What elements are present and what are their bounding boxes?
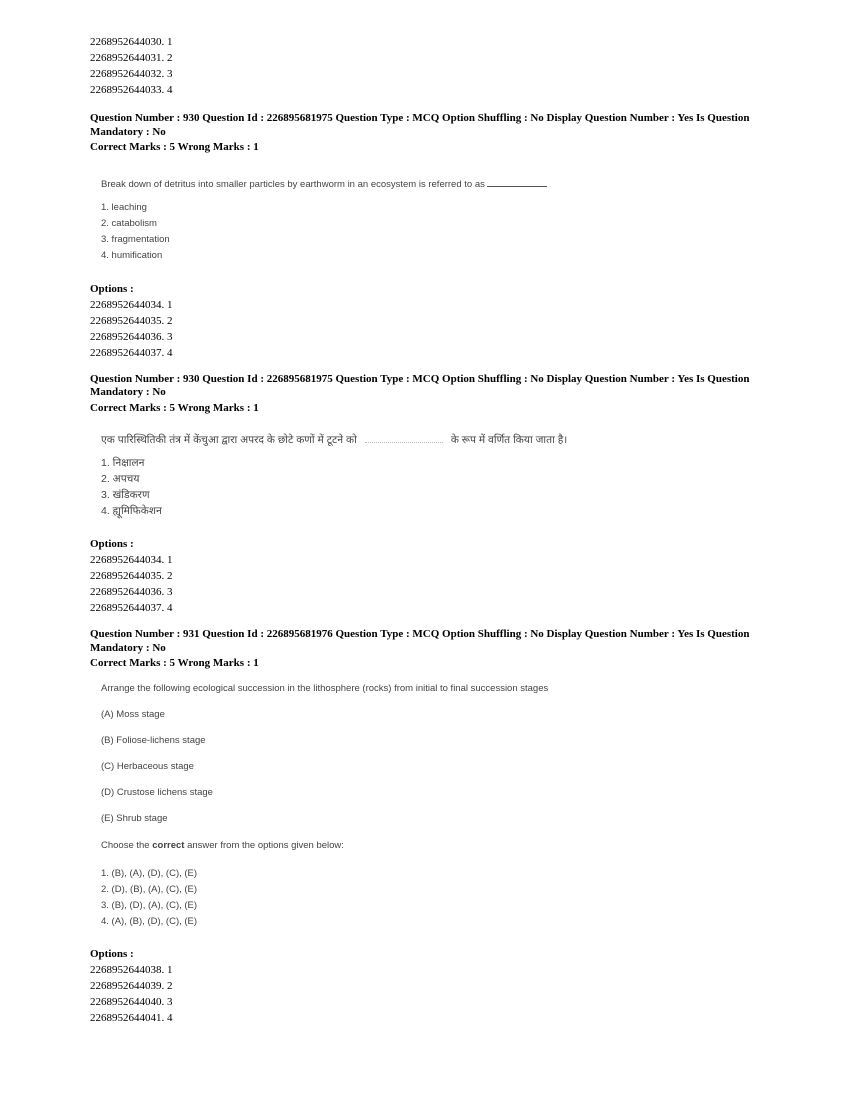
option-id-line: 2268952644036. 3 — [90, 330, 173, 343]
question-block-930-hi — [90, 373, 770, 617]
choice-item: 2. catabolism — [101, 217, 157, 229]
question-meta-line1: Question Number : 931 Question Id : 226895681976 Question Type : MCQ Option Shuffling : No Display Question Number : Yes Is Question — [90, 628, 750, 640]
choice-item: 2. अपचय — [101, 473, 140, 485]
question-meta — [90, 373, 770, 416]
answer-blank — [487, 177, 547, 187]
option-id-line: 2268952644031. 2 — [90, 52, 173, 64]
option-id-line: 2268952644032. 3 — [90, 68, 173, 80]
choice-item: 4. humification — [101, 249, 163, 261]
question-meta-line1: Question Number : 930 Question Id : 226895681975 Question Type : MCQ Option Shuffling : No Display Question Number : Yes Is Question — [90, 112, 750, 124]
answer-blank — [365, 433, 443, 443]
options-heading: Options : — [90, 282, 134, 295]
question-choices — [101, 866, 770, 930]
choice-item: 4. (A), (B), (D), (C), (E) — [101, 915, 198, 927]
question-marks: Correct Marks : 5 Wrong Marks : 1 — [90, 401, 259, 414]
question-stem: Arrange the following ecological succession in the lithosphere (rocks) from initial to final succession stages — [101, 682, 549, 694]
choice-item: 1. निक्षालन — [101, 457, 145, 469]
option-id-line: 2268952644034. 1 — [90, 298, 173, 311]
option-id-line: 2268952644037. 4 — [90, 346, 173, 359]
top-options-list — [90, 34, 770, 98]
question-marks: Correct Marks : 5 Wrong Marks : 1 — [90, 657, 259, 669]
choice-item: 3. (B), (D), (A), (C), (E) — [101, 899, 198, 911]
question-stem-text: Break down of detritus into smaller particles by earthworm in an ecosystem is referred to as — [101, 178, 485, 190]
question-paper-page — [90, 34, 770, 1026]
question-choices — [101, 455, 770, 519]
option-id-line: 2268952644033. 4 — [90, 84, 173, 96]
succession-item: (E) Shrub stage — [101, 812, 168, 824]
question-meta-line1: Question Number : 930 Question Id : 226895681975 Question Type : MCQ Option Shuffling : No Display Question Number : Yes Is Question — [90, 372, 750, 385]
succession-item: (A) Moss stage — [101, 708, 165, 720]
question-stem — [101, 177, 770, 191]
succession-item: (D) Crustose lichens stage — [101, 786, 213, 798]
choice-item: 4. ह्यूमिफिकेशन — [101, 505, 162, 517]
option-id-line: 2268952644035. 2 — [90, 570, 173, 582]
question-choices — [101, 200, 770, 264]
question-meta-line2: Mandatory : No — [90, 641, 166, 654]
choice-item: 3. खंडिकरण — [101, 489, 150, 501]
option-id-line: 2268952644038. 1 — [90, 963, 173, 976]
question-meta-line2: Mandatory : No — [90, 125, 166, 138]
options-list — [90, 552, 770, 616]
option-id-line: 2268952644035. 2 — [90, 314, 173, 327]
succession-item: (C) Herbaceous stage — [101, 760, 194, 772]
choose-bold-text: correct — [152, 839, 185, 851]
choice-item: 2. (D), (B), (A), (C), (E) — [101, 883, 198, 895]
options-heading: Options : — [90, 947, 134, 960]
question-content — [101, 177, 770, 264]
choose-instruction — [101, 840, 770, 852]
choose-text: answer from the options given below: — [184, 839, 344, 851]
question-content — [101, 433, 770, 519]
question-marks: Correct Marks : 5 Wrong Marks : 1 — [90, 141, 259, 153]
option-id-line: 2268952644036. 3 — [90, 586, 173, 598]
question-stem — [101, 433, 770, 446]
choose-text: Choose the — [101, 839, 153, 851]
option-id-line: 2268952644034. 1 — [90, 554, 173, 566]
choice-item: 1. (B), (A), (D), (C), (E) — [101, 867, 198, 879]
option-id-line: 2268952644039. 2 — [90, 979, 173, 992]
question-meta — [90, 628, 770, 671]
choice-item: 3. fragmentation — [101, 233, 170, 245]
options-list — [90, 297, 770, 361]
question-stem-text: एक पारिस्थितिकी तंत्र में केंचुआ द्वारा अपरद के छोटे कणों में टूटने को — [101, 434, 357, 446]
question-meta — [90, 112, 770, 155]
options-heading: Options : — [90, 538, 134, 550]
option-id-line: 2268952644040. 3 — [90, 995, 173, 1008]
question-block-930-en — [90, 112, 770, 361]
succession-item: (B) Foliose-lichens stage — [101, 734, 206, 746]
option-id-line: 2268952644030. 1 — [90, 36, 173, 48]
question-block-931 — [90, 628, 770, 1026]
choice-item: 1. leaching — [101, 201, 147, 213]
option-id-line: 2268952644037. 4 — [90, 602, 173, 614]
question-stem-text: के रूप में वर्णित किया जाता है। — [450, 434, 568, 446]
option-id-line: 2268952644041. 4 — [90, 1011, 173, 1024]
question-meta-line2: Mandatory : No — [90, 386, 166, 398]
question-content — [101, 683, 770, 930]
options-list — [90, 962, 770, 1026]
